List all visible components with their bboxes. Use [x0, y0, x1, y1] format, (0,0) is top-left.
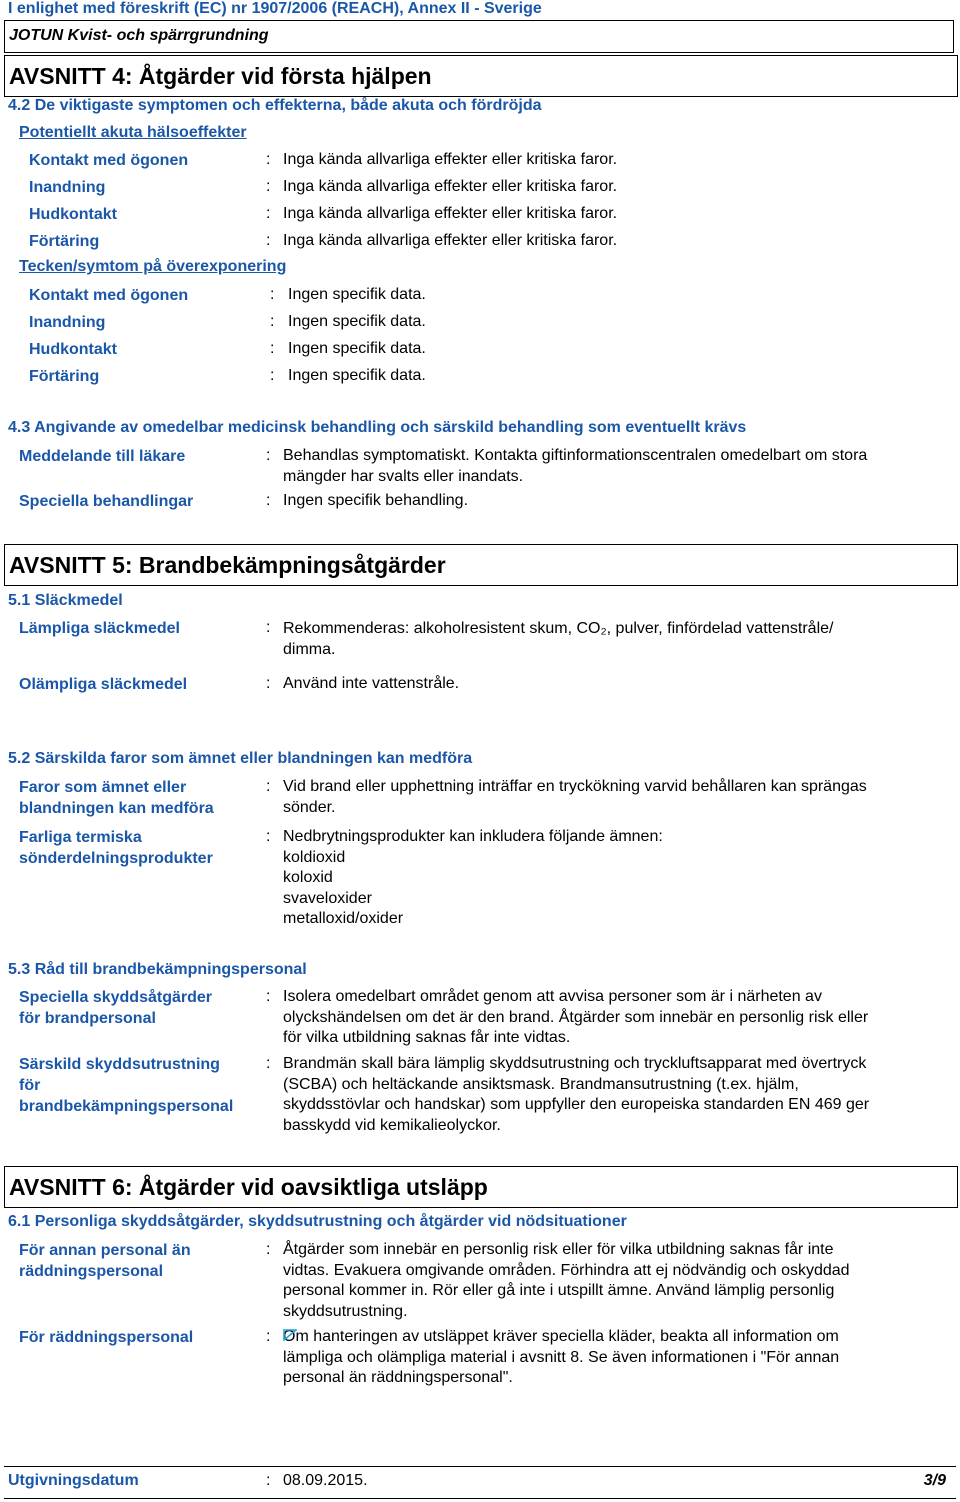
- colon: :: [266, 447, 271, 464]
- signs-ingestion-label: Förtäring: [29, 368, 100, 385]
- acute-skin-label: Hudkontakt: [29, 206, 117, 223]
- section-4-header: [4, 55, 958, 97]
- section-4-title: AVSNITT 4: Åtgärder vid första hjälpen: [9, 63, 432, 89]
- acute-skin-value: Inga kända allvarliga effekter eller kritiska faror.: [283, 205, 618, 222]
- suitable-media-label: Lämpliga släckmedel: [19, 620, 180, 637]
- product-name: JOTUN Kvist- och spärrgrundning: [9, 27, 269, 44]
- non-emergency-value: [283, 1240, 850, 1322]
- signs-skin-label: Hudkontakt: [29, 341, 117, 358]
- firefighter-equipment-value: [283, 1054, 869, 1136]
- subsection-4-3: 4.3 Angivande av omedelbar medicinsk behandling och särskild behandling som eventuellt krävs: [8, 419, 747, 436]
- non-emergency-label: [19, 1240, 191, 1282]
- text-line: Om hanteringen av utsläppet kräver speciella kläder, beakta all information om: [283, 1328, 839, 1345]
- firefighter-equipment-label: [19, 1054, 233, 1117]
- emergency-responder-value: [283, 1327, 839, 1389]
- text-line: Brandmän skall bära lämplig skyddsutrustning och tryckluftsapparat med övertryck: [283, 1055, 867, 1072]
- colon: :: [266, 675, 271, 692]
- subsection-5-1: 5.1 Släckmedel: [8, 592, 123, 609]
- text-line: koloxid: [283, 869, 333, 886]
- signs-skin-value: Ingen specifik data.: [288, 340, 426, 357]
- colon: :: [270, 340, 275, 357]
- acute-inhalation-value: Inga kända allvarliga effekter eller kritiska faror.: [283, 178, 618, 195]
- colon: :: [266, 619, 271, 636]
- firefighter-precautions-label: [19, 987, 212, 1029]
- label-line: blandningen kan medföra: [19, 800, 214, 817]
- text-line: skyddsstövlar och handskar) som uppfyller den europeiska standarden EN 469 ger: [283, 1096, 870, 1113]
- colon: :: [266, 492, 271, 509]
- subsection-5-2: 5.2 Särskilda faror som ämnet eller blandningen kan medföra: [8, 750, 473, 767]
- issue-date-label: Utgivningsdatum: [8, 1472, 139, 1489]
- text-line: koldioxid: [283, 848, 346, 866]
- text-line: basskydd vid kemikalieolyckor.: [283, 1116, 501, 1134]
- product-box: [4, 20, 954, 53]
- acute-effects-title: Potentiellt akuta hälsoeffekter: [19, 124, 247, 141]
- thermal-products-label: [19, 827, 213, 869]
- label-line: räddningspersonal: [19, 1263, 164, 1280]
- colon: :: [270, 367, 275, 384]
- text-line: mängder har svalts eller inandats.: [283, 467, 524, 485]
- text-line: Åtgärder som innebär en personlig risk eller för vilka utbildning saknas får inte: [283, 1241, 834, 1258]
- colon: :: [266, 1241, 271, 1258]
- page-number: 3/9: [923, 1472, 946, 1489]
- text-line: Vid brand eller upphettning inträffar en tryckökning varvid behållaren kan sprängas: [283, 778, 867, 795]
- colon: :: [266, 1055, 271, 1072]
- acute-eye-value: Inga kända allvarliga effekter eller kritiska faror.: [283, 151, 618, 168]
- colon: :: [270, 286, 275, 303]
- section-5-title: AVSNITT 5: Brandbekämpningsåtgärder: [9, 552, 446, 578]
- signs-eye-value: Ingen specifik data.: [288, 286, 426, 303]
- label-line: Särskild skyddsutrustning: [19, 1056, 220, 1073]
- thermal-products-value: [283, 827, 663, 930]
- label-line: sönderdelningsprodukter: [19, 850, 213, 867]
- colon: :: [266, 828, 271, 845]
- signs-inhalation-label: Inandning: [29, 314, 106, 331]
- acute-inhalation-label: Inandning: [29, 179, 106, 196]
- label-line: brandbekämpningspersonal: [19, 1098, 234, 1115]
- signs-inhalation-value: Ingen specifik data.: [288, 313, 426, 330]
- colon: :: [266, 205, 271, 222]
- doctor-note-value: [283, 446, 867, 487]
- colon: :: [266, 1472, 271, 1489]
- unsuitable-media-value: Använd inte vattenstråle.: [283, 675, 460, 692]
- suitable-media-value: [283, 619, 833, 660]
- text-line: personal än räddningspersonal".: [283, 1369, 513, 1386]
- signs-ingestion-value: Ingen specifik data.: [288, 367, 426, 384]
- text-line: vidtas. Evakuera omgivande områden. Förhindra att ej nödvändig och oskyddad: [283, 1261, 850, 1279]
- special-treatment-value: Ingen specifik behandling.: [283, 492, 469, 509]
- text-line: lämpliga och olämpliga material i avsnitt 8. Se även informationen i "För annan: [283, 1348, 840, 1366]
- text-line: sönder.: [283, 798, 336, 816]
- signs-title: Tecken/symtom på överexponering: [19, 258, 287, 275]
- text-marker-icon: [283, 1329, 297, 1341]
- label-line: Faror som ämnet eller: [19, 779, 187, 796]
- text-line: Nedbrytningsprodukter kan inkludera följande ämnen:: [283, 828, 663, 845]
- text-line: personal kommer in. Rör eller gå inte i utspillt ämne. Använd lämplig personlig: [283, 1282, 835, 1299]
- subsection-6-1: 6.1 Personliga skyddsåtgärder, skyddsutrustning och åtgärder vid nödsituationer: [8, 1213, 627, 1230]
- label-line: för brandpersonal: [19, 1010, 156, 1027]
- colon: :: [266, 1328, 271, 1345]
- signs-eye-label: Kontakt med ögonen: [29, 287, 189, 304]
- text-line: Isolera omedelbart området genom att avvisa personer som är i närheten av: [283, 988, 822, 1005]
- section-5-header: [4, 544, 958, 586]
- text-line: metalloxid/oxider: [283, 910, 404, 927]
- unsuitable-media-label: Olämpliga släckmedel: [19, 676, 188, 693]
- special-treatment-label: Speciella behandlingar: [19, 493, 194, 510]
- firefighter-precautions-value: [283, 987, 868, 1049]
- colon: :: [266, 151, 271, 168]
- acute-ingestion-label: Förtäring: [29, 233, 100, 250]
- specific-hazards-value: [283, 777, 867, 818]
- label-line: Speciella skyddsåtgärder: [19, 989, 212, 1006]
- acute-eye-label: Kontakt med ögonen: [29, 152, 189, 169]
- regulation-header: I enlighet med föreskrift (EC) nr 1907/2006 (REACH), Annex II - Sverige: [8, 0, 542, 17]
- colon: :: [266, 232, 271, 249]
- colon: :: [266, 178, 271, 195]
- text-line: (SCBA) och heltäckande ansiktsmask. Brandmansutrustning (t.ex. hjälm,: [283, 1075, 799, 1093]
- text-line: svaveloxider: [283, 889, 372, 907]
- specific-hazards-label: [19, 777, 214, 819]
- subsection-5-3: 5.3 Råd till brandbekämpningspersonal: [8, 961, 307, 978]
- colon: :: [266, 988, 271, 1005]
- subsection-4-2: 4.2 De viktigaste symptomen och effekterna, både akuta och fördröjda: [8, 97, 542, 114]
- section-6-title: AVSNITT 6: Åtgärder vid oavsiktliga utsläpp: [9, 1174, 488, 1200]
- acute-ingestion-value: Inga kända allvarliga effekter eller kritiska faror.: [283, 232, 618, 249]
- label-line: Farliga termiska: [19, 829, 142, 846]
- text-line: Rekommenderas: alkoholresistent skum, CO₂, pulver, finfördelad vattenstråle/: [283, 620, 834, 637]
- text-line: Behandlas symptomatiskt. Kontakta giftinformationscentralen omedelbart om stora: [283, 447, 868, 464]
- emergency-responder-label: För räddningspersonal: [19, 1329, 194, 1346]
- text-line: dimma.: [283, 640, 336, 658]
- label-line: För annan personal än: [19, 1242, 191, 1259]
- colon: :: [266, 778, 271, 795]
- issue-date-value: 08.09.2015.: [283, 1472, 368, 1489]
- doctor-note-label: Meddelande till läkare: [19, 448, 186, 465]
- text-line: skyddsutrustning.: [283, 1302, 408, 1320]
- label-line: för: [19, 1077, 41, 1094]
- section-6-header: [4, 1166, 958, 1208]
- footer-bottom-divider: [4, 1498, 956, 1499]
- colon: :: [270, 313, 275, 330]
- footer-divider: [4, 1466, 956, 1467]
- text-line: för vilka utbildning saknas får inte vidtas.: [283, 1029, 571, 1046]
- text-line: olyckshändelsen om det är den brand. Åtgärder som innebär en personlig risk eller: [283, 1008, 869, 1026]
